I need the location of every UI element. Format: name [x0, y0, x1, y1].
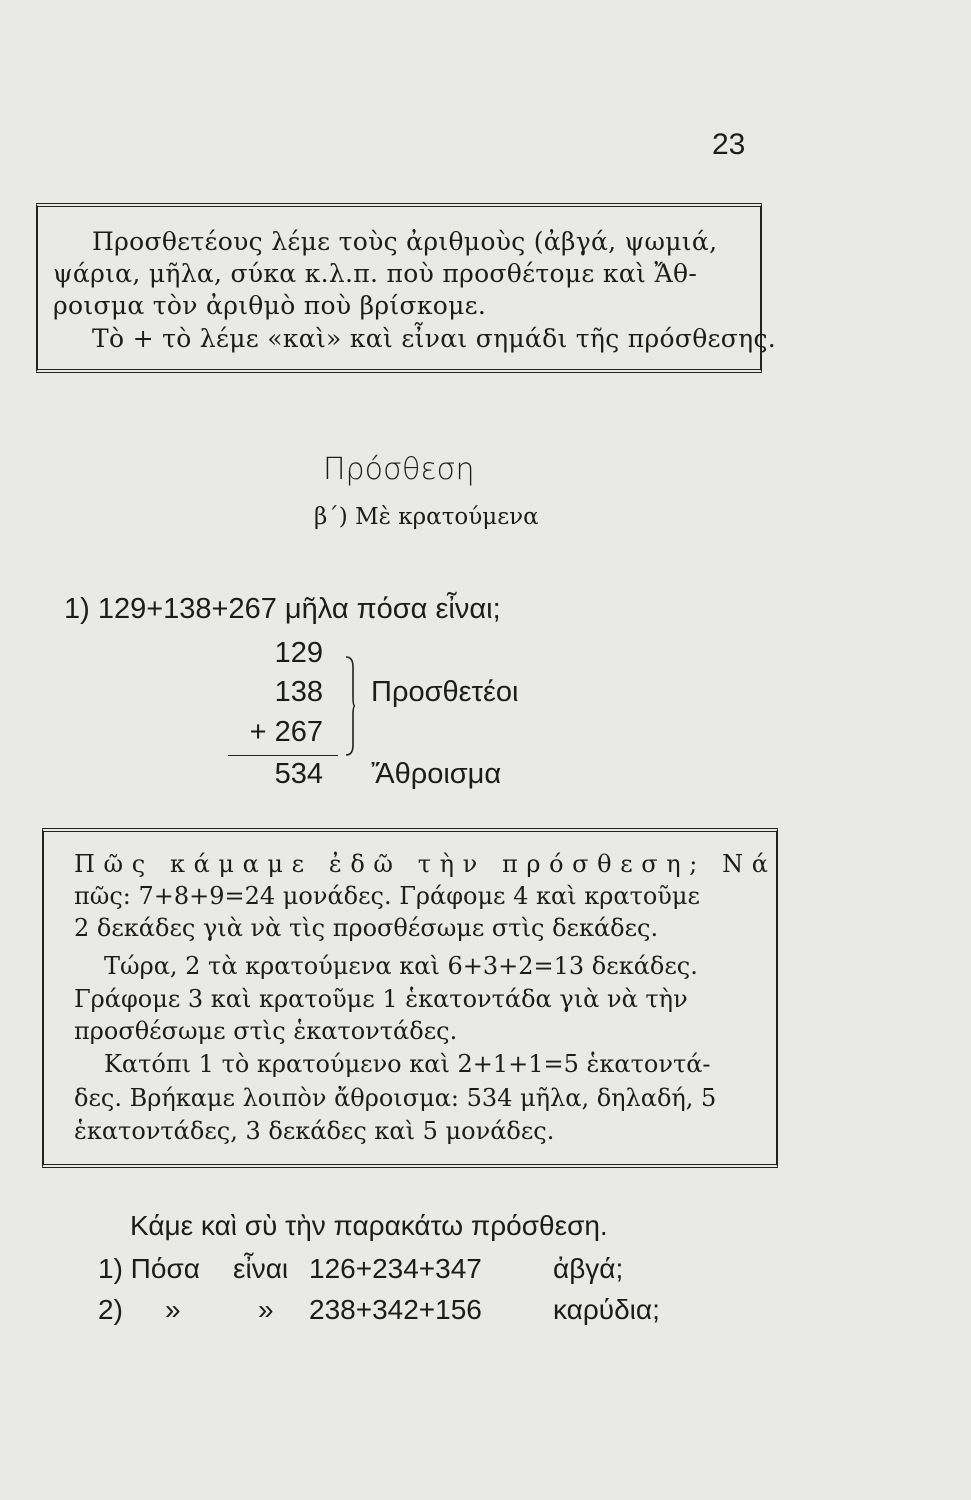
sum-line	[228, 755, 338, 756]
definition-line-2: ψάρια, μῆλα, σύκα κ.λ.π. ποὺ προσθέτομε καὶ Ἄθ-	[53, 259, 698, 288]
exercise-item-2-ditto-2: »	[258, 1294, 274, 1325]
definition-line-4: Τὸ + τὸ λέμε «καὶ» καὶ εἶναι σημάδι τῆς πρόσθεσης.	[92, 324, 776, 353]
exercise-item-1-object: ἀβγά;	[553, 1253, 624, 1284]
explanation-line-3: 2 δεκάδες γιὰ νὰ τὶς προσθέσωμε στὶς δεκάδες.	[74, 914, 659, 942]
section-title: Πρόσθεση	[323, 452, 475, 487]
explanation-line-9: ἑκατοντάδες, 3 δεκάδες καὶ 5 μονάδες.	[74, 1117, 555, 1145]
explanation-line-2: πῶς: 7+8+9=24 μονάδες. Γράφομε 4 καὶ κρατοῦμε	[74, 882, 700, 910]
explanation-line-1: Πῶς κάμαμε ἐδῶ τὴν πρόσθεση; Νά	[74, 850, 777, 878]
exercise-item-1-expression: 126+234+347	[309, 1253, 482, 1284]
addend-2: 138	[274, 676, 323, 708]
explanation-line-7: Κατόπι 1 τὸ κρατούμενο καὶ 2+1+1=5 ἑκατοντά-	[104, 1050, 711, 1078]
problem-statement: 1) 129+138+267 μῆλα πόσα εἶναι;	[64, 593, 501, 625]
addends-brace	[345, 655, 355, 757]
definition-line-1: Προσθετέους λέμε τοὺς ἀριθμοὺς (ἀβγά, ψωμιά,	[92, 227, 718, 256]
definition-line-3: ροισμα τὸν ἀριθμὸ ποὺ βρίσκομε.	[53, 291, 487, 320]
exercise-item-2-label: 2)	[98, 1294, 123, 1325]
exercise-item-2-expression: 238+342+156	[309, 1294, 482, 1325]
addend-1: 129	[274, 637, 323, 669]
exercise-item-2-object: καρύδια;	[553, 1294, 660, 1325]
section-subtitle: β΄) Μὲ κρατούμενα	[314, 504, 539, 530]
addend-3: + 267	[249, 716, 323, 748]
explanation-line-8: δες. Βρήκαμε λοιπὸν ἄθροισμα: 534 μῆλα, δηλαδή, 5	[74, 1084, 717, 1112]
explanation-line-4: Τώρα, 2 τὰ κρατούμενα καὶ 6+3+2=13 δεκάδες.	[104, 952, 698, 980]
exercise-item-1-label: 1) Πόσα	[98, 1253, 200, 1284]
exercise-item-1-verb: εἶναι	[233, 1253, 289, 1284]
sum-value: 534	[274, 758, 323, 790]
explanation-line-6: προσθέσωμε στὶς ἑκατοντάδες.	[74, 1017, 458, 1045]
sum-label: Ἄθροισμα	[371, 758, 502, 790]
addends-label: Προσθετέοι	[371, 676, 519, 708]
page-number: 23	[712, 128, 746, 161]
exercise-item-2-ditto: »	[165, 1294, 181, 1325]
exercise-instruction: Κάμε καὶ σὺ τὴν παρακάτω πρόσθεση.	[130, 1210, 608, 1241]
explanation-line-5: Γράφομε 3 καὶ κρατοῦμε 1 ἑκατοντάδα γιὰ νὰ τὴν	[74, 985, 688, 1013]
